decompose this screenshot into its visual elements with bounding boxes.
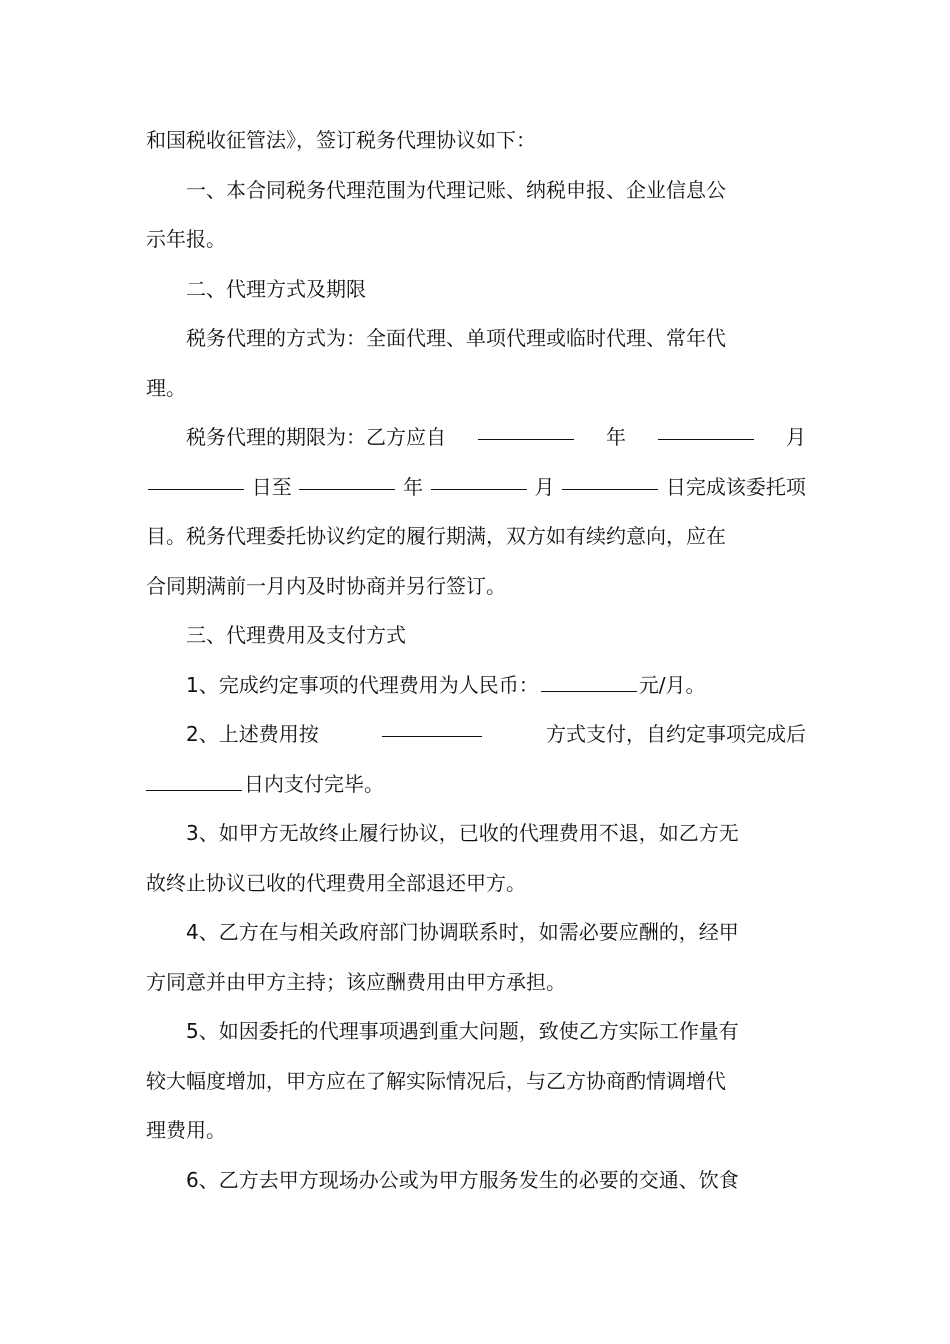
paragraph-line: 故终止协议已收的代理费用全部退还甲方。 (146, 870, 526, 895)
paragraph-line: 3、如甲方无故终止履行协议，已收的代理费用不退，如乙方无 (186, 821, 739, 845)
month-label: 月 (786, 425, 806, 449)
term-label: 税务代理的期限为：乙方应自 (186, 425, 446, 449)
blank-field (382, 710, 482, 737)
paragraph-line (146, 413, 806, 463)
blank-field (478, 413, 574, 440)
payment-label: 2、上述费用按 (186, 722, 319, 746)
payment-days-label: 日内支付完毕。 (244, 771, 384, 796)
blank-field (146, 764, 242, 791)
paragraph-line (146, 463, 806, 513)
paragraph-line (146, 710, 806, 760)
fee-unit: 元/月。 (638, 672, 706, 697)
paragraph-line: 和国税收征管法》，签订税务代理协议如下： (146, 128, 536, 152)
paragraph-line: 4、乙方在与相关政府部门协调联系时，如需必要应酬的，经甲 (186, 920, 739, 944)
payment-method-label: 方式支付，自约定事项完成后 (545, 722, 806, 746)
completion-label: 日完成该委托项 (665, 474, 806, 499)
year-label: 年 (606, 425, 626, 449)
paragraph-line: 较大幅度增加，甲方应在了解实际情况后，与乙方协商酌情调增代 (146, 1068, 726, 1093)
blank-field (658, 413, 754, 440)
paragraph-line: 合同期满前一月内及时协商并另行签订。 (146, 573, 506, 598)
paragraph-line (146, 661, 806, 711)
blank-field (148, 463, 244, 490)
blank-field (562, 463, 658, 490)
paragraph-line: 一、本合同税务代理范围为代理记账、纳税申报、企业信息公 (186, 177, 726, 202)
paragraph-line: 方同意并由甲方主持；该应酬费用由甲方承担。 (146, 969, 566, 994)
year-label: 年 (403, 474, 424, 499)
blank-field (299, 463, 395, 490)
paragraph-line: 目。税务代理委托协议约定的履行期满，双方如有续约意向，应在 (146, 524, 726, 548)
fee-label: 1、完成约定事项的代理费用为人民币： (186, 672, 539, 697)
paragraph-line: 税务代理的方式为：全面代理、单项代理或临时代理、常年代 (186, 326, 726, 350)
paragraph-line: 示年报。 (146, 227, 226, 251)
paragraph-line (146, 760, 806, 810)
day-to-label: 日至 (251, 474, 292, 499)
paragraph-line: 理。 (146, 375, 186, 400)
paragraph-line: 5、如因委托的代理事项遇到重大问题，致使乙方实际工作量有 (186, 1019, 739, 1043)
blank-field (541, 665, 637, 692)
paragraph-line: 理费用。 (146, 1118, 226, 1142)
month-label: 月 (534, 474, 555, 499)
paragraph-line: 6、乙方去甲方现场办公或为甲方服务发生的必要的交通、饮食 (186, 1167, 739, 1192)
section-heading: 二、代理方式及期限 (186, 276, 366, 301)
document-body (146, 116, 806, 1205)
section-heading: 三、代理费用及支付方式 (186, 623, 406, 647)
blank-field (431, 463, 527, 490)
